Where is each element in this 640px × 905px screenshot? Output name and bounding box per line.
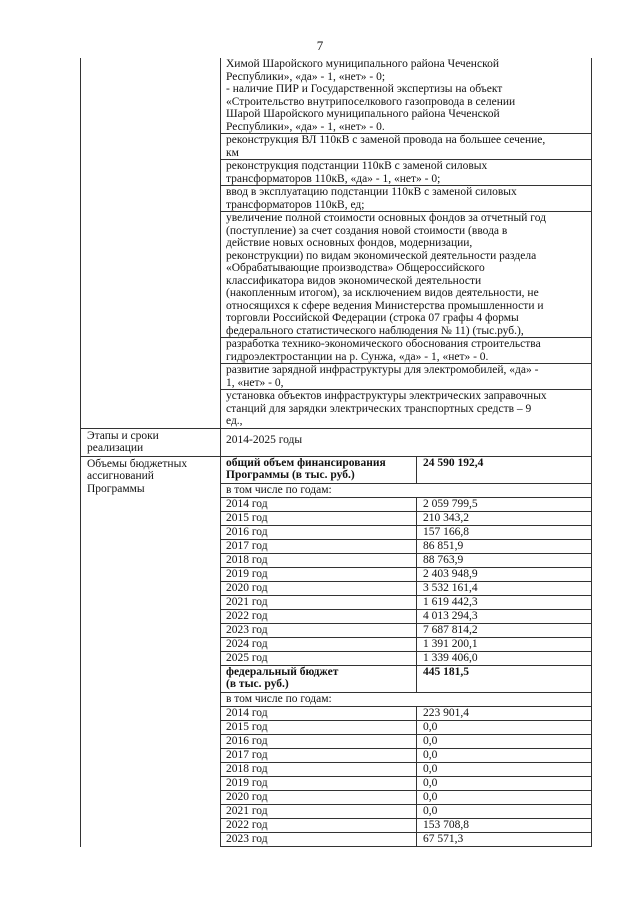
year-label: 2022 год [221, 610, 417, 623]
indicator-line: действие новых основных фондов, модернизации, [226, 237, 473, 249]
budget-row [81, 457, 591, 847]
indicator-line: Шарой Шаройского муниципального района Чеченской [226, 108, 500, 120]
year-row [221, 721, 591, 735]
year-row [221, 819, 591, 833]
indicator-line: классификатора видов экономической деятельности [226, 274, 482, 287]
year-row [221, 777, 591, 791]
year-row [221, 791, 591, 805]
year-label: 2015 год [221, 721, 417, 734]
year-row [221, 624, 591, 638]
federal-subheader: в том числе по годам: [221, 693, 591, 707]
budget-label: Объемы бюджетных ассигнований Программы [81, 457, 221, 847]
year-label: 2014 год [221, 498, 417, 511]
stages-value: 2014-2025 годы [226, 433, 303, 446]
year-row [221, 554, 591, 568]
indicator-block [221, 364, 591, 390]
stages-row [81, 429, 591, 457]
total-years [221, 498, 591, 666]
total-value: 24 590 192,4 [423, 456, 484, 469]
indicator-block [221, 212, 591, 338]
indicator-line: реконструкции) по видам экономической деятельности раздела [226, 249, 537, 262]
year-label: 2014 год [221, 707, 417, 720]
year-value: 88 763,9 [423, 553, 464, 566]
year-label: 2018 год [221, 763, 417, 776]
year-value: 1 391 200,1 [423, 637, 478, 650]
indicator-line: разработка технико-экономического обоснования строительства [226, 338, 541, 350]
total-row: общий объем финансирования Программы (в тыс. руб.) 24 590 192,4 [221, 457, 591, 484]
year-row [221, 498, 591, 512]
year-row [221, 805, 591, 819]
indicator-line: (поступление) за счет создания новой стоимости (ввода в [226, 224, 508, 237]
indicator-line: трансформаторов 110кВ, «да» - 1, «нет» - 0; [226, 172, 441, 185]
indicator-line: реконструкция подстанции 110кВ с заменой силовых [226, 160, 488, 172]
indicator-line: «Строительство внутрипоселкового газопровода в селении [226, 95, 516, 108]
indicator-line: реконструкция ВЛ 110кВ с заменой провода на большее сечение, [226, 134, 546, 146]
year-label: 2022 год [221, 819, 417, 832]
year-label: 2023 год [221, 624, 417, 637]
year-value: 210 343,2 [423, 511, 469, 524]
passport-table [80, 58, 592, 847]
indicator-line: Республики», «да» - 1, «нет» - 0; [226, 70, 386, 83]
year-label: 2025 год [221, 652, 417, 665]
indicator-line: развитие зарядной инфраструктуры для электромобилей, «да» - [226, 364, 539, 376]
year-value: 0,0 [423, 776, 438, 789]
year-label: 2021 год [221, 596, 417, 609]
year-value: 0,0 [423, 762, 438, 775]
year-row [221, 526, 591, 540]
year-value: 0,0 [423, 748, 438, 761]
year-row [221, 638, 591, 652]
year-value: 1 619 442,3 [423, 595, 478, 608]
year-value: 0,0 [423, 734, 438, 747]
year-row [221, 540, 591, 554]
year-value: 3 532 161,4 [423, 581, 478, 594]
year-value: 67 571,3 [423, 832, 464, 845]
indicator-line: «Обрабатывающие производства» Общероссийского [226, 262, 485, 274]
year-label: 2023 год [221, 833, 417, 846]
year-row [221, 568, 591, 582]
indicator-line: увеличение полной стоимости основных фондов за отчетный год [226, 212, 546, 224]
indicators-row [81, 58, 591, 429]
year-label: 2018 год [221, 554, 417, 567]
year-label: 2019 год [221, 777, 417, 790]
indicator-block [221, 160, 591, 186]
year-value: 223 901,4 [423, 706, 469, 719]
year-label: 2017 год [221, 540, 417, 553]
year-value: 2 403 948,9 [423, 567, 478, 580]
indicator-block [221, 338, 591, 364]
year-value: 86 851,9 [423, 539, 464, 552]
year-label: 2016 год [221, 735, 417, 748]
indicator-block [221, 390, 591, 428]
indicator-line: (накопленным итогом), за исключением видов деятельности, не [226, 287, 539, 299]
year-label: 2020 год [221, 791, 417, 804]
year-row [221, 512, 591, 526]
indicators-cell [221, 58, 591, 428]
federal-value: 445 181,5 [423, 665, 469, 678]
stages-label: Этапы и сроки реализации [81, 429, 221, 456]
year-row [221, 652, 591, 666]
year-value: 7 687 814,2 [423, 623, 478, 636]
indicator-line: Республики», «да» - 1, «нет» - 0. [226, 120, 385, 133]
year-row [221, 610, 591, 624]
indicator-line: - наличие ПИР и Государственной экспертизы на объект [226, 83, 503, 95]
year-value: 1 339 406,0 [423, 651, 478, 664]
year-label: 2017 год [221, 749, 417, 762]
year-label: 2024 год [221, 638, 417, 651]
indicator-line: относящихся к сфере ведения Министерства промышленности и [226, 299, 544, 312]
year-row [221, 582, 591, 596]
year-row [221, 735, 591, 749]
year-label: 2020 год [221, 582, 417, 595]
indicator-line: торговли Российской Федерации (строка 07 графы 4 формы [226, 312, 519, 324]
indicator-line: федерального статистического наблюдения № 11) (тыс.руб.), [226, 324, 524, 337]
year-value: 153 708,8 [423, 818, 469, 831]
indicators-label-cell [81, 58, 221, 428]
year-value: 157 166,8 [423, 525, 469, 538]
year-value: 4 013 294,3 [423, 609, 478, 622]
indicator-block [221, 186, 591, 212]
indicator-line: установка объектов инфраструктуры электрических заправочных [226, 390, 547, 402]
year-label: 2016 год [221, 526, 417, 539]
year-value: 0,0 [423, 804, 438, 817]
budget-table [221, 457, 591, 847]
year-row [221, 596, 591, 610]
year-row [221, 833, 591, 847]
total-subheader: в том числе по годам: [221, 484, 591, 498]
indicator-line: Химой Шаройского муниципального района Чеченской [226, 58, 499, 70]
indicator-line: км [226, 146, 239, 159]
indicator-line: гидроэлектростанции на р. Сунжа, «да» - 1, «нет» - 0. [226, 350, 489, 363]
indicator-line: ед., [226, 415, 243, 427]
indicator-line: ввод в эксплуатацию подстанции 110кВ с заменой силовых [226, 186, 517, 198]
indicator-line: 1, «нет» - 0, [226, 376, 284, 389]
indicator-block [221, 58, 591, 134]
federal-row: федеральный бюджет (в тыс. руб.) 445 181,5 [221, 666, 591, 693]
year-label: 2019 год [221, 568, 417, 581]
year-label: 2021 год [221, 805, 417, 818]
indicator-line: станций для зарядки электрических транспортных средств – 9 [226, 402, 532, 415]
year-label: 2015 год [221, 512, 417, 525]
indicator-line: трансформаторов 110кВ, ед; [226, 198, 365, 211]
year-value: 2 059 799,5 [423, 497, 478, 510]
year-value: 0,0 [423, 790, 438, 803]
year-row [221, 749, 591, 763]
page-number: 7 [316, 38, 324, 53]
year-row [221, 763, 591, 777]
federal-years [221, 707, 591, 847]
indicator-block [221, 134, 591, 160]
year-row [221, 707, 591, 721]
year-value: 0,0 [423, 720, 438, 733]
